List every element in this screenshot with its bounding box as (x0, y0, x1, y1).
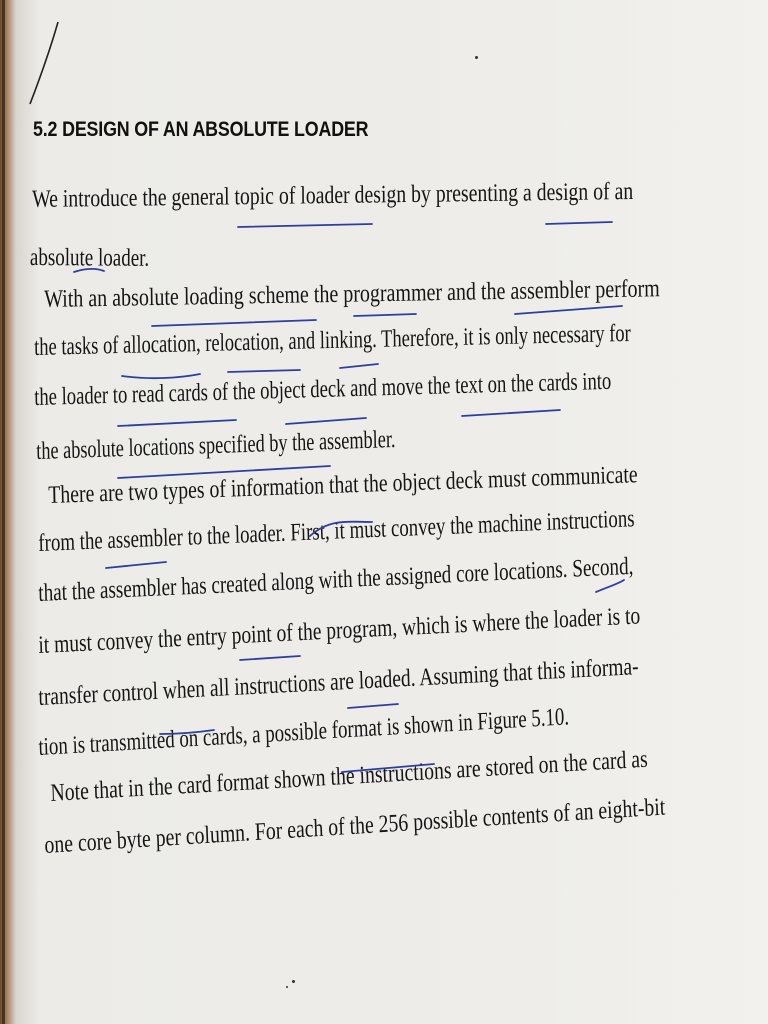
text-line-6: the absolute locations specified by the assembler. (36, 425, 396, 465)
ink-speck (286, 986, 288, 988)
section-heading: 5.2 DESIGN OF AN ABSOLUTE LOADER (33, 118, 369, 141)
ink-speck (475, 56, 478, 59)
text-line-11: transfer control when all instructions are loaded. Assuming that this informa- (38, 653, 639, 711)
text-line-14: one core byte per column. For each of the 256 possible contents of an eight-bit (44, 793, 666, 859)
text-line-2: absolute loader. (29, 244, 150, 272)
ink-speck (292, 980, 295, 983)
text-line-13: Note that in the card format shown the instructions are stored on the card as (50, 745, 649, 807)
text-line-8: from the assembler to the loader. First, it must convey the machine instructions (38, 505, 635, 557)
text-line-4: the tasks of allocation, relocation, and linking. Therefore, it is only necessary for (34, 319, 631, 361)
text-line-1: We introduce the general topic of loader design by presenting a design of an (32, 178, 634, 213)
text-line-10: it must convey the entry point of the program, which is where the loader is to (38, 602, 641, 659)
text-line-5: the loader to read cards of the object deck and move the text on the cards into (34, 367, 612, 411)
text-line-12: tion is transmitted on cards, a possible format is shown in Figure 5.10. (38, 703, 570, 761)
text-line-3: With an absolute loading scheme the programmer and the assembler perform (44, 275, 660, 313)
text-line-7: There are two types of information that the object deck must communicate (48, 461, 638, 509)
text-line-9: that the assembler has created along with the assigned core locations. Second, (38, 552, 634, 607)
